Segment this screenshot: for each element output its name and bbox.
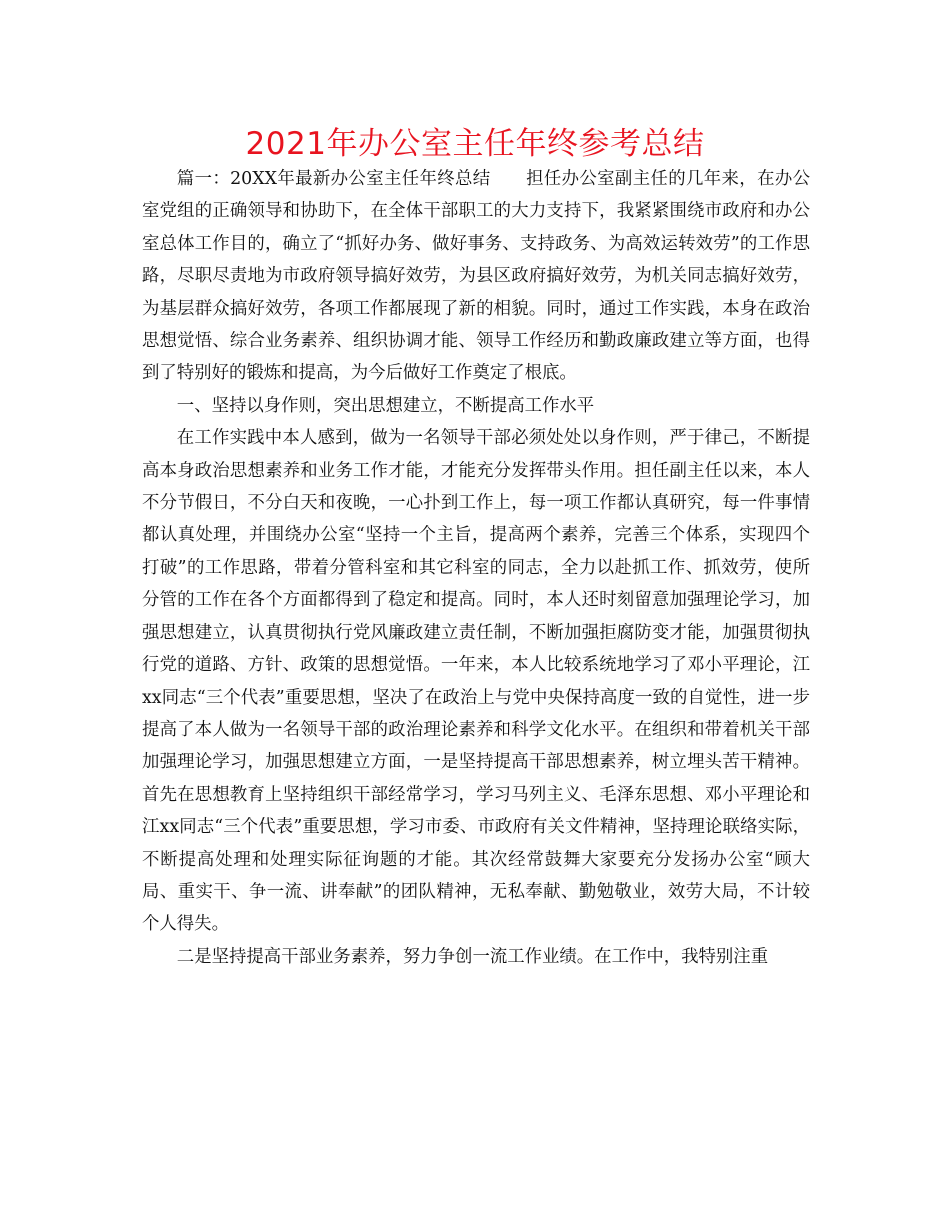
section-heading-1: 一、坚持以身作则，突出思想建立，不断提高工作水平 (176, 395, 595, 416)
document-body (142, 163, 810, 973)
paragraph-intro: 篇一：20XX年最新办公室主任年终总结 担任办公室副主任的几年来，在办公室党组的正确领导和协助下，在全体干部职工的大力支持下，我紧紧围绕市政府和办公室总体工作目的，确立了“抓好办务、做好事务、支持政务、为高效运转效劳”的工作思路，尽职尽责地为市政府领导搞好效劳，为县区政府搞好效劳，为机关同志搞好效劳，为基层群众搞好效劳，各项工作都展现了新的相貌。同时，通过工作实践，本身在政治思想觉悟、综合业务素养、组织协调才能、领导工作经历和勤政廉政建立等方面，也得到了特别好的锻炼和提高，为今后做好工作奠定了根底。 (142, 169, 810, 384)
paragraph-section-1-continued: 二是坚持提高干部业务素养，努力争创一流工作业绩。在工作中，我特别注重 (176, 946, 769, 967)
document-title: 2021年办公室主任年终参考总结 (245, 126, 705, 162)
paragraph-section-1: 在工作实践中本人感到，做为一名领导干部必须处处以身作则，严于律己，不断提高本身政治思想素养和业务工作才能，才能充分发挥带头作用。担任副主任以来，本人不分节假日，不分白天和夜晚，一心扑到工作上，每一项工作都认真研究，每一件事情都认真处理，并围绕办公室“坚持一个主旨，提高两个素养，完善三个体系，实现四个打破”的工作思路，带着分管科室和其它科室的同志，全力以赴抓工作、抓效劳，使所分管的工作在各个方面都得到了稳定和提高。同时，本人还时刻留意加强理论学习，加强思想建立，认真贯彻执行党风廉政建立责任制，不断加强拒腐防变才能，加强贯彻执行党的道路、方针、政策的思想觉悟。一年来，本人比较系统地学习了邓小平理论，江xx同志“三个代表”重要思想，坚决了在政治上与党中央保持高度一致的自觉性，进一步提高了本人做为一名领导干部的政治理论素养和科学文化水平。在组织和带着机关干部加强理论学习，加强思想建立方面，一是坚持提高干部思想素养，树立埋头苦干精神。首先在思想教育上坚持组织干部经常学习，学习马列主义、毛泽东思想、邓小平理论和江xx同志“三个代表”重要思想，学习市委、市政府有关文件精神，坚持理论联络实际，不断提高处理和处理实际征询题的才能。其次经常鼓舞大家要充分发扬办公室“顾大局、重实干、争一流、讲奉献”的团队精神，无私奉献、勤勉敬业，效劳大局，不计较个人得失。 (142, 428, 810, 935)
